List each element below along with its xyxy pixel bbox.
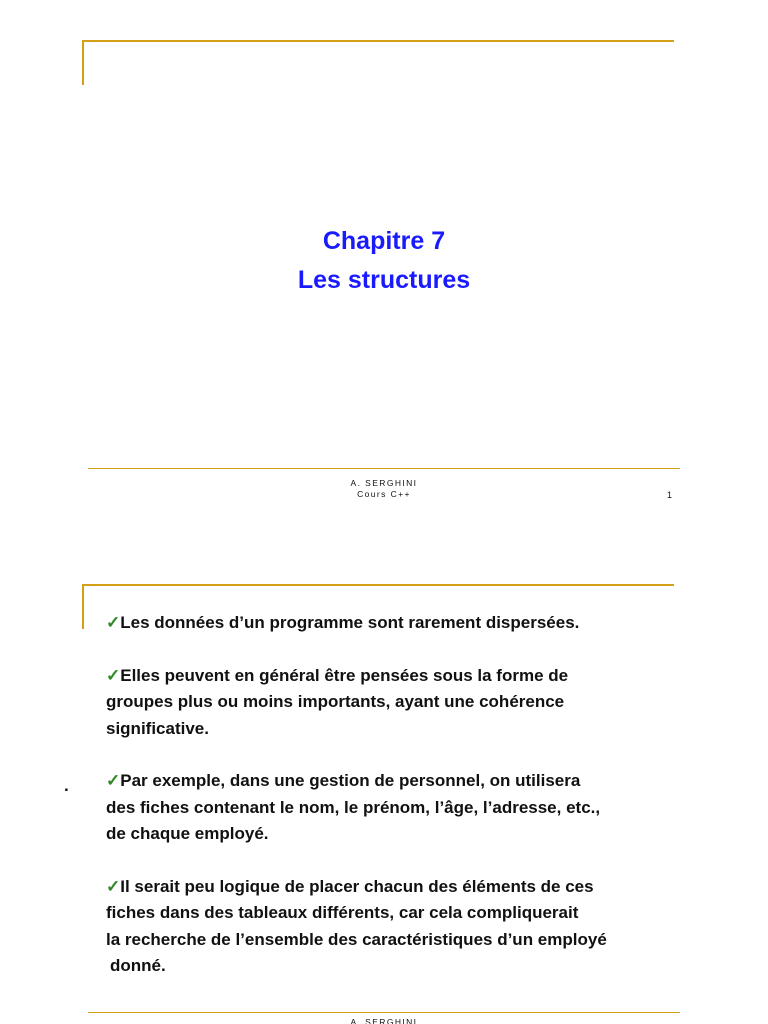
paragraph-text: significative. [106, 718, 209, 738]
paragraph-text: des fiches contenant le nom, le prénom, l’âge, l’adresse, etc., [106, 797, 601, 817]
slide-2 [0, 512, 768, 1024]
slide-1-footer-rule [88, 468, 680, 469]
footer-course: Cours C++ [357, 489, 411, 499]
paragraph-text: fiches dans des tableaux différents, car cela compliquerait [106, 903, 579, 922]
stray-dot: . [64, 776, 69, 795]
bullet-paragraph [106, 874, 696, 980]
paragraph-text: la recherche de l’ensemble des caractéristiques d’un employé [106, 929, 607, 949]
page-number: 1 [667, 490, 673, 500]
paragraph-line [106, 689, 696, 716]
paragraph-line [106, 768, 696, 795]
chapter-title: Les structures [297, 266, 471, 294]
paragraph-line [106, 610, 696, 637]
paragraph-line [106, 953, 696, 980]
bullet-paragraph [106, 610, 696, 637]
slide-2-left-rule [82, 584, 84, 629]
paragraph-text: Par exemple, dans une gestion de personnel, on utilisera [120, 771, 581, 790]
footer-author-2: A. SERGHINI [350, 1017, 418, 1024]
paragraph-text: Elles peuvent en général être pensées sous la forme de [120, 665, 569, 685]
slide-2-top-rule [82, 584, 674, 586]
paragraph-text: Les données d’un programme sont rarement dispersées. [120, 613, 580, 632]
paragraph-line [106, 821, 696, 848]
paragraph-text: donné. [110, 956, 166, 975]
paragraph-line [106, 927, 696, 954]
bullet-paragraph [106, 663, 696, 743]
paragraph-text: de chaque employé. [106, 824, 269, 843]
checkmark-icon: ✓ [106, 771, 121, 790]
checkmark-icon: ✓ [106, 876, 121, 896]
bullet-paragraph [106, 768, 696, 848]
paragraph-text: Il serait peu logique de placer chacun des éléments de ces [120, 876, 594, 896]
paragraph-line [106, 716, 696, 743]
paragraph-text: groupes plus ou moins importants, ayant une cohérence [106, 692, 565, 711]
slide-1-title [0, 222, 768, 300]
slide-2-footer-rule [88, 1012, 680, 1013]
paragraph-line [106, 900, 696, 927]
slide-1-top-rule [82, 40, 674, 42]
slide-2-content [106, 610, 696, 1006]
paragraph-line [106, 663, 696, 690]
slide-1-left-rule [82, 40, 84, 85]
slide-2-footer [0, 1017, 768, 1024]
chapter-number: Chapitre 7 [322, 227, 446, 255]
paragraph-line [106, 874, 696, 901]
checkmark-icon: ✓ [106, 613, 121, 632]
checkmark-icon: ✓ [106, 665, 121, 685]
paragraph-line [106, 795, 696, 822]
footer-author: A. SERGHINI [350, 478, 418, 488]
slide-1-footer [0, 478, 768, 500]
